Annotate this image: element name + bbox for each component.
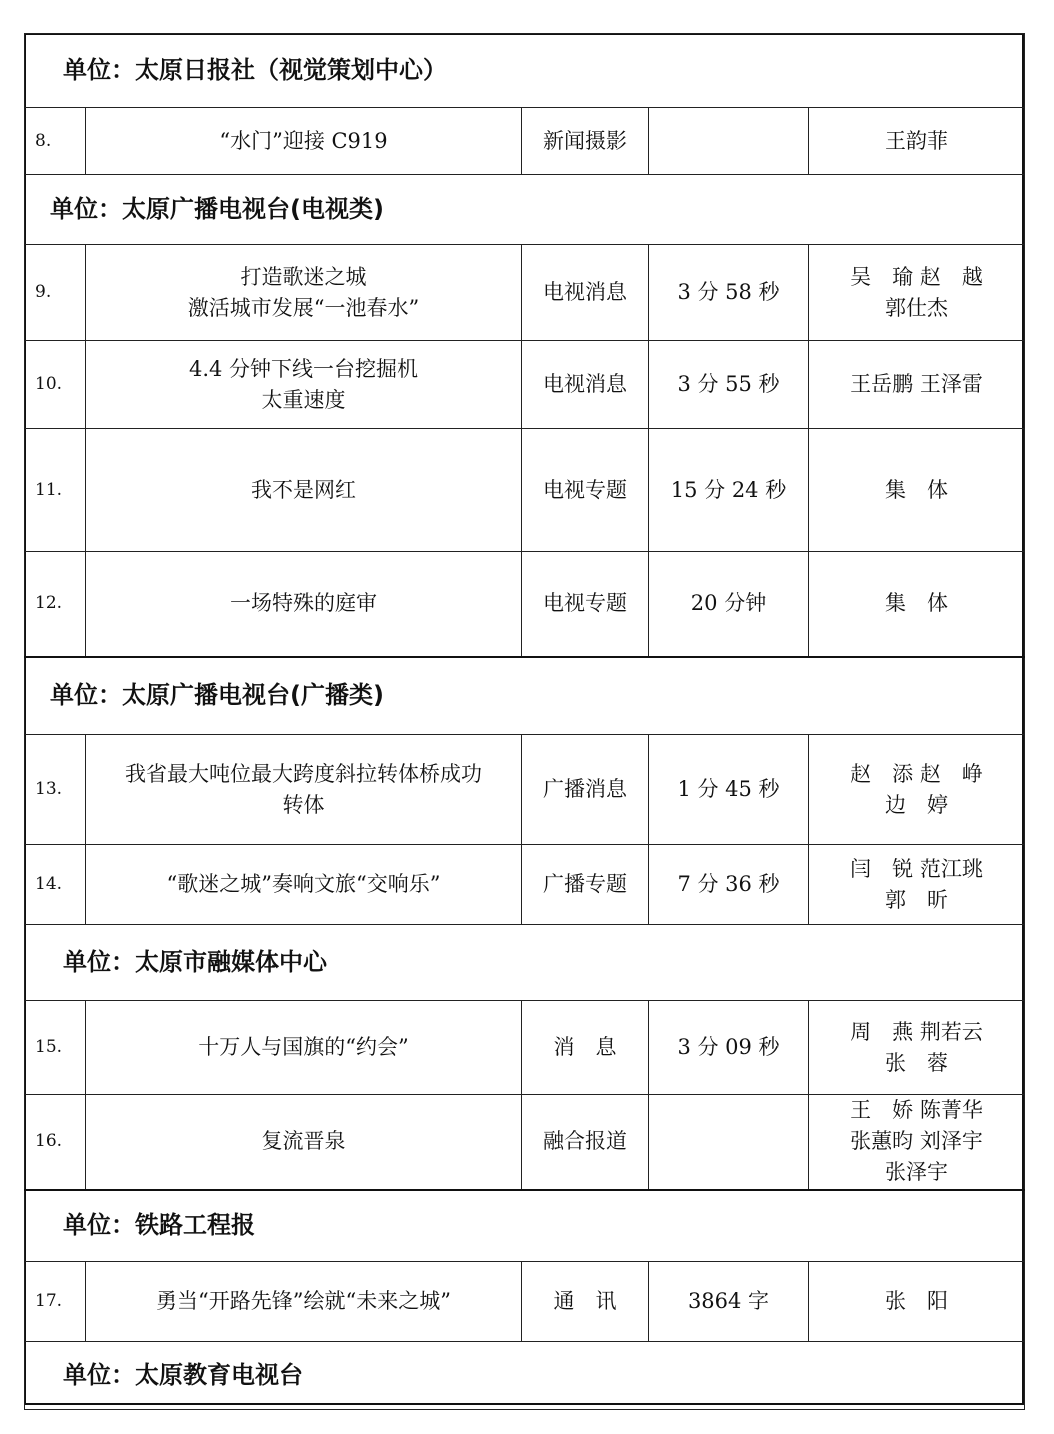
- author-line: 赵 添 赵 峥: [850, 761, 983, 786]
- title-line: 我省最大吨位最大跨度斜拉转体桥成功: [125, 761, 482, 786]
- title-line: 勇当“开路先锋”绘就“未来之城”: [156, 1289, 451, 1313]
- unit-heading: 单位：太原教育电视台: [25, 1342, 1025, 1410]
- unit-heading: 单位：铁路工程报: [25, 1190, 1025, 1262]
- unit-row: [25, 34, 1025, 108]
- entry-category: 新闻摄影: [522, 108, 649, 175]
- entry-row: [25, 845, 1025, 925]
- entry-duration: 15 分 24 秒: [649, 429, 809, 552]
- entry-number: 10.: [25, 341, 86, 429]
- entry-category: 电视专题: [522, 429, 649, 552]
- entry-authors: [809, 108, 1025, 175]
- entry-row: [25, 108, 1025, 175]
- unit-row: [25, 1190, 1025, 1262]
- entry-number: 12.: [25, 552, 86, 657]
- entry-category: 电视消息: [522, 341, 649, 429]
- entry-duration: 3864 字: [649, 1262, 809, 1342]
- award-table: [24, 33, 1025, 1410]
- author-line: 王韵菲: [885, 128, 949, 153]
- unit-row: [25, 1342, 1025, 1410]
- entry-title: [86, 245, 522, 341]
- entry-number: 14.: [25, 845, 86, 925]
- entry-duration: 7 分 36 秒: [649, 845, 809, 925]
- entry-category: 消 息: [522, 1001, 649, 1095]
- unit-heading: 单位：太原市融媒体中心: [25, 925, 1025, 1001]
- unit-heading: 单位：太原日报社（视觉策划中心）: [25, 34, 1025, 108]
- entry-category: 融合报道: [522, 1095, 649, 1190]
- entry-authors: [809, 1262, 1025, 1342]
- entry-number: 16.: [25, 1095, 86, 1190]
- entry-title: [86, 108, 522, 175]
- entry-row: [25, 429, 1025, 552]
- entry-authors: [809, 1001, 1025, 1095]
- entry-number: 9.: [25, 245, 86, 341]
- entry-row: [25, 1095, 1025, 1190]
- author-line: 张泽宇: [885, 1160, 949, 1185]
- author-line: 集 体: [885, 591, 949, 616]
- entry-duration: 1 分 45 秒: [649, 735, 809, 845]
- entry-authors: [809, 735, 1025, 845]
- entry-category: 电视专题: [522, 552, 649, 657]
- entry-category: 通 讯: [522, 1262, 649, 1342]
- entry-number: 15.: [25, 1001, 86, 1095]
- entry-row: [25, 1262, 1025, 1342]
- entry-duration: 3 分 55 秒: [649, 341, 809, 429]
- entry-row: [25, 735, 1025, 845]
- entry-row: [25, 245, 1025, 341]
- entry-number: 11.: [25, 429, 86, 552]
- entry-duration: [649, 1095, 809, 1190]
- title-line: 4.4 分钟下线一台挖掘机: [188, 356, 419, 381]
- title-line: 我不是网红: [251, 477, 356, 502]
- entry-title: [86, 1262, 522, 1342]
- entry-category: 电视消息: [522, 245, 649, 341]
- unit-heading: 单位：太原广播电视台(电视类): [25, 175, 1025, 245]
- unit-row: [25, 925, 1025, 1001]
- title-line: 太重速度: [261, 387, 346, 412]
- entry-title: [86, 1001, 522, 1095]
- entry-title: [86, 429, 522, 552]
- title-line: 复流晋泉: [261, 1129, 346, 1154]
- title-line: 激活城市发展“一池春水”: [187, 295, 420, 320]
- title-line: “歌迷之城”奏响文旅“交响乐”: [166, 872, 441, 896]
- author-line: 郭 昕: [885, 887, 949, 912]
- entry-duration: [649, 108, 809, 175]
- title-line: 十万人与国旗的“约会”: [198, 1035, 409, 1059]
- author-line: 郭仕杰: [885, 295, 949, 320]
- entry-title: [86, 1095, 522, 1190]
- entry-number: 13.: [25, 735, 86, 845]
- title-line: 打造歌迷之城: [240, 264, 367, 289]
- entry-title: [86, 845, 522, 925]
- title-line: 转体: [282, 792, 325, 817]
- author-line: 张 阳: [885, 1289, 949, 1313]
- author-line: 张蕙昀 刘泽宇: [850, 1129, 983, 1154]
- entry-title: [86, 735, 522, 845]
- entry-row: [25, 341, 1025, 429]
- entry-category: 广播专题: [522, 845, 649, 925]
- entry-authors: [809, 845, 1025, 925]
- entry-number: 8.: [25, 108, 86, 175]
- author-line: 吴 瑜 赵 越: [850, 264, 983, 289]
- entry-duration: 3 分 58 秒: [649, 245, 809, 341]
- entry-number: 17.: [25, 1262, 86, 1342]
- entry-title: [86, 341, 522, 429]
- entry-row: [25, 1001, 1025, 1095]
- entry-authors: [809, 341, 1025, 429]
- entry-authors: [809, 429, 1025, 552]
- unit-heading: 单位：太原广播电视台(广播类): [25, 657, 1025, 735]
- entry-authors: [809, 1095, 1025, 1190]
- entry-authors: [809, 245, 1025, 341]
- author-line: 闫 锐 范江珧: [850, 856, 983, 881]
- author-line: 王岳鹏 王泽雷: [850, 372, 983, 396]
- entry-duration: 20 分钟: [649, 552, 809, 657]
- entry-authors: [809, 552, 1025, 657]
- entry-title: [86, 552, 522, 657]
- title-line: 一场特殊的庭审: [230, 591, 377, 616]
- author-line: 王 娇 陈菁华: [850, 1098, 983, 1123]
- title-line: “水门”迎接 C919: [219, 128, 388, 153]
- table-body: [25, 34, 1025, 1410]
- entry-row: [25, 552, 1025, 657]
- author-line: 周 燕 荆若云: [850, 1019, 983, 1044]
- author-line: 边 婷: [885, 792, 949, 817]
- entry-category: 广播消息: [522, 735, 649, 845]
- unit-row: [25, 657, 1025, 735]
- entry-duration: 3 分 09 秒: [649, 1001, 809, 1095]
- unit-row: [25, 175, 1025, 245]
- author-line: 张 蓉: [885, 1050, 949, 1075]
- author-line: 集 体: [885, 477, 949, 502]
